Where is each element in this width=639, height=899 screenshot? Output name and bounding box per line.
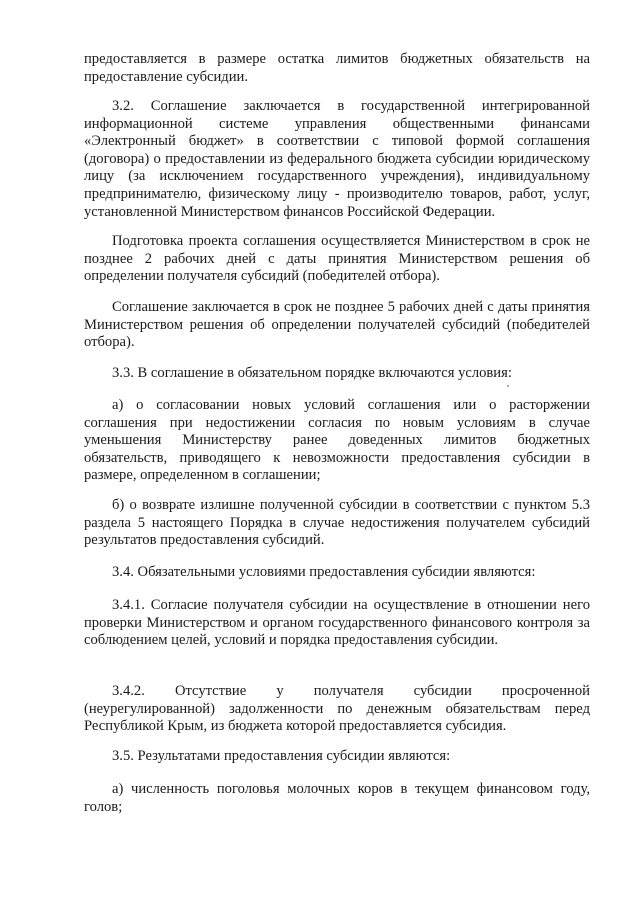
p-3-4-2-word-4: получателя — [313, 683, 384, 699]
paragraph-agreement-conclusion-term: Соглашение заключается в срок не позднее 5 рабочих дней с даты принятия Министерством решения об определении получателей субсидий (победителей отбора). — [84, 299, 590, 351]
paragraph-3-3-a-new-conditions: а) о согласовании новых условий соглашения или о расторжении соглашения при недостижении согласия по новым условиям в случае уменьшения Министерству ранее доведенных лимитов бюджетных обязательств, приводящего к невозможности предоставления субсидии в размере, определенном в соглашении; — [84, 397, 590, 484]
paragraph-3-4-2-no-overdue-debt — [84, 683, 590, 736]
paragraph-3-5-subsidy-results: 3.5. Результатами предоставления субсидии являются: — [112, 748, 451, 764]
p-3-4-2-word-3: у — [276, 683, 284, 699]
paragraph-agreement-draft-preparation: Подготовка проекта соглашения осуществляется Министерством в срок не позднее 2 рабочих дней с даты принятия Министерством решения об определении получателя субсидий (победителей отбора). — [84, 233, 590, 285]
p-3-4-2-word-6: просроченной — [501, 683, 590, 699]
paragraph-3-3-b-subsidy-return: б) о возврате излишне полученной субсидии в соответствии с пунктом 5.3 раздела 5 настоящего Порядка в случае недостижения получателем субсидий результатов предоставления субсидий. — [84, 497, 590, 549]
paragraph-subsidy-limit-remainder: предоставляется в размере остатка лимитов бюджетных обязательств на предоставление субсидии. — [84, 51, 590, 85]
paragraph-3-4-2-first-line — [84, 683, 590, 701]
p-3-4-2-word-1: 3.4.2. — [112, 683, 145, 699]
paragraph-3-4-2-continuation: (неурегулированной) задолженности по денежным обязательствам перед Республикой Крым, из бюджета которой предоставляется субсидия. — [84, 700, 590, 735]
paragraph-3-4-obligatory-conditions: 3.4. Обязательными условиями предоставления субсидии являются: — [112, 564, 536, 580]
scan-speck-mark — [507, 385, 509, 387]
paragraph-3-4-1-consent-to-inspection: 3.4.1. Согласие получателя субсидии на осуществление в отношении него проверки Министерством и органом государственного финансового контроля за соблюдением целей, условий и порядка предоставления субсидии. — [84, 597, 590, 649]
p-3-4-2-word-2: Отсутствие — [174, 683, 247, 699]
paragraph-3-2-agreement-system: 3.2. Соглашение заключается в государственной интегрированной информационной системе управления общественными финансами «Электронный бюджет» в соответствии с типовой формой соглашения (договора) о предоставлении из федерального бюджета субсидии юридическому лицу (за исключением государственного учреждения), индивидуальному предпринимателю, физическому лицу - производителю товаров, работ, услуг, установленной Министерством финансов Российской Федерации. — [84, 98, 590, 220]
paragraph-3-5-a-dairy-cows-count: а) численность поголовья молочных коров в текущем финансовом году, голов; — [84, 781, 590, 815]
paragraph-3-3-mandatory-conditions: 3.3. В соглашение в обязательном порядке включаются условия: — [112, 365, 512, 381]
p-3-4-2-word-5: субсидии — [413, 683, 472, 699]
